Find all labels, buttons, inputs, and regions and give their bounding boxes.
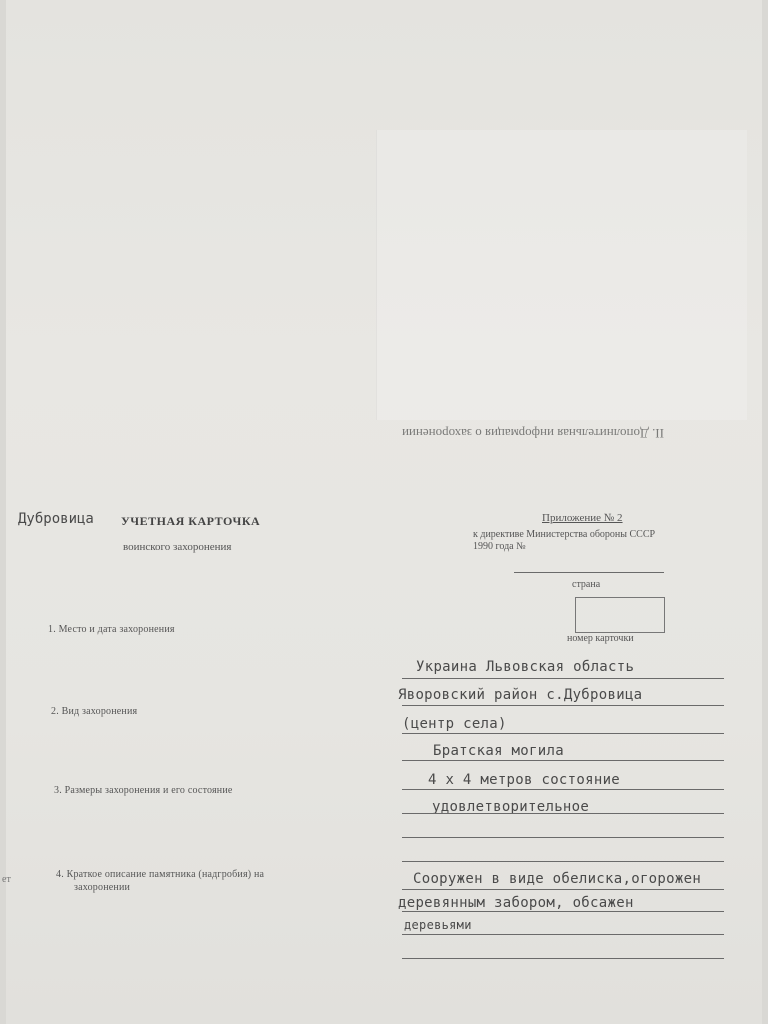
rule (402, 934, 724, 935)
appendix-label: Приложение № 2 (542, 512, 623, 524)
field-1-label: 1. Место и дата захоронения (48, 624, 175, 635)
rule (402, 837, 724, 838)
rule (402, 705, 724, 706)
directive-line-1: к директиве Министерства обороны СССР (473, 529, 656, 540)
rule (402, 861, 724, 862)
mirrored-heading (402, 424, 664, 442)
card-number-caption: номер карточки (567, 633, 634, 644)
field-4-line-2: деревянным забором, обсажен (398, 895, 634, 911)
rule (402, 733, 724, 734)
directive-line-2: 1990 года № (473, 541, 526, 552)
margin-mark: ет (2, 874, 11, 885)
field-2-line-1: Братская могила (433, 743, 564, 759)
record-card-page (2, 0, 762, 1024)
field-2-label: 2. Вид захоронения (51, 706, 138, 717)
rule (402, 958, 724, 959)
rule (402, 813, 724, 814)
field-3-label: 3. Размеры захоронения и его состояние (54, 785, 233, 796)
rule (402, 678, 724, 679)
country-caption: страна (572, 579, 601, 590)
field-4-label-line-2: захоронении (74, 882, 131, 893)
field-4-line-1: Сооружен в виде обелиска,огорожен (413, 871, 702, 887)
field-4-line-3: деревьями (404, 918, 472, 932)
field-1-line-1: Украина Львовская область (416, 659, 635, 675)
village-note: Дубровица (18, 511, 94, 527)
field-3-line-2: удовлетворительное (432, 799, 590, 815)
card-subtitle: воинского захоронения (123, 541, 232, 553)
rule (402, 889, 724, 890)
mirrored-heading-text: II. Дополнительная информация о захоронении (402, 426, 664, 441)
card-title: УЧЕТНАЯ КАРТОЧКА (121, 514, 261, 528)
card-number-box (575, 597, 665, 633)
reverse-side-show-through (376, 130, 747, 420)
field-3-line-1: 4 х 4 метров состояние (428, 772, 621, 788)
rule (402, 789, 724, 790)
rule (402, 911, 724, 912)
field-4-label-line-1: 4. Краткое описание памятника (надгробия) на (56, 869, 265, 880)
rule (402, 760, 724, 761)
field-1-line-3: (центр села) (402, 716, 507, 732)
country-underline (514, 572, 664, 573)
field-1-line-2: Яворовский район с.Дубровица (398, 687, 643, 703)
